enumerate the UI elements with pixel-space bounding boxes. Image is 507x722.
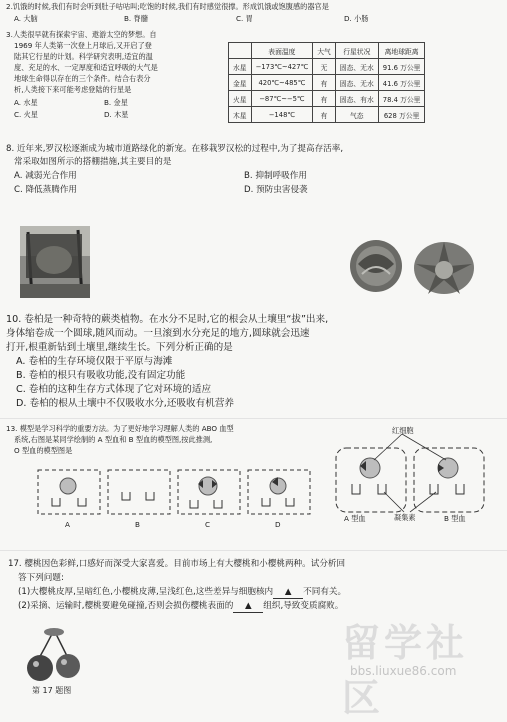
q3-stem-line: 地球生命得以存在的三个条件。结合右表分 (14, 74, 151, 83)
q17-sub2-text: (2)采摘、运输时,樱桃要避免碰撞,否则会损伤樱桃表面的 (18, 601, 234, 611)
q10-option-a: A. 卷柏的生存环境仅限于平原与海滩 (16, 356, 173, 367)
table-cell: 木星 (229, 107, 252, 123)
table-cell: 固态、无水 (335, 59, 378, 75)
choice-label-d: D (275, 520, 281, 529)
q17-stem-line: 答下列问题: (18, 573, 64, 583)
table-cell: 有 (313, 75, 336, 91)
table-header-cell: 表面温度 (251, 43, 313, 59)
choice-c-model (178, 470, 240, 514)
q17-sub1-tail: 不同有关。 (303, 587, 347, 597)
table-row (229, 107, 425, 123)
q8-option-b: B. 抑制呼吸作用 (244, 171, 307, 181)
open-plant-photo (412, 236, 476, 296)
q13-stem-line: 13. 模型是学习科学的重要方法。为了更好地学习理解人类的 ABO 血型 (6, 424, 234, 433)
q10-stem-line: 身体缩卷成一个圆球,随风而动。一旦滚到水分充足的地方,圆球就会迅速 (6, 328, 310, 339)
table-cell: 气态 (335, 107, 378, 123)
blood-model-diagram (0, 420, 507, 550)
q3-option-c: C. 火星 (14, 110, 38, 119)
q17-sub1 (18, 586, 346, 599)
q10-stem-line: 打开,根重新钻到土壤里,继续生长。下列分析正确的是 (6, 342, 233, 353)
choice-a-model (38, 470, 100, 514)
q17-stem-line: 17. 樱桃因色彩鲜,口感好而深受大家喜爱。目前市场上有大樱桃和小樱桃两种。试分析回 (8, 559, 346, 569)
table-header-cell: 行星状况 (335, 43, 378, 59)
table-cell: 78.4 万公里 (378, 91, 425, 107)
q17-sub1-text: (1)大樱桃皮厚,呈暗红色,小樱桃皮薄,呈浅红色,这些差异与细胞核内 (18, 587, 274, 597)
choice-label-c: C (205, 520, 211, 529)
watermark-logo: 留学社区 (342, 621, 469, 720)
divider (0, 418, 507, 419)
table-row (229, 91, 425, 107)
table-cell: 有 (313, 107, 336, 123)
curled-plant-photo (348, 238, 404, 294)
a-type-model (336, 448, 406, 512)
table-cell: −87℃~−5℃ (251, 91, 313, 107)
b-type-label: B 型血 (444, 514, 466, 523)
table-cell: 41.6 万公里 (378, 75, 425, 91)
q10-option-c: C. 卷柏的这种生存方式体现了它对环境的适应 (16, 384, 212, 395)
table-cell: 628 万公里 (378, 107, 425, 123)
table-header-cell (229, 43, 252, 59)
cherry-illustration (24, 626, 84, 684)
answer-blank-2: ▲ (233, 600, 263, 613)
table-cell: 金星 (229, 75, 252, 91)
q17-sub2-tail: 组织,导致变质腐败。 (263, 601, 344, 611)
q17-sub2 (18, 600, 343, 613)
table-cell: 水星 (229, 59, 252, 75)
q10-stem-line: 10. 卷柏是一种奇特的蕨类植物。在水分不足时,它的根会从土壤里“拔”出来, (6, 314, 329, 325)
rbc-label: 红细胞 (392, 426, 414, 435)
q8-option-d: D. 预防虫害侵袭 (244, 185, 308, 195)
q3-stem-line: 析,人类接下来可能考虑登陆的行星是 (14, 85, 132, 94)
q3-stem-line: 度、充足的水、一定厚度和适宜呼吸的大气是 (14, 63, 158, 72)
q3-stem-line: 3.人类很早就有探索宇宙、遨游太空的梦想。自 (6, 30, 157, 39)
table-cell: 420℃~485℃ (251, 75, 313, 91)
table-header-cell: 离地球距离 (378, 43, 425, 59)
planet-table (228, 42, 425, 123)
table-cell: −173℃~427℃ (251, 59, 313, 75)
watermark-url: bbs.liuxue86.com (350, 664, 457, 678)
table-cell: 火星 (229, 91, 252, 107)
agglutinogen-label: 凝集素 (394, 513, 416, 522)
table-row (229, 59, 425, 75)
divider (0, 550, 507, 551)
table-cell: 无 (313, 59, 336, 75)
choice-label-a: A (65, 520, 70, 529)
q3-option-b: B. 金星 (104, 98, 128, 107)
choice-b-model (108, 470, 170, 514)
table-cell: 有 (313, 91, 336, 107)
q2-option-d: D. 小肠 (344, 14, 369, 23)
q3-stem-line: 陆其它行星的计划。科学研究表明,适宜的温 (14, 52, 153, 61)
q8-stem-line: 常采取如图所示的搭棚措施,其主要目的是 (14, 157, 172, 167)
table-header-cell: 大气 (313, 43, 336, 59)
q13-stem-line: 系统,右图是某同学绘制的 A 型血和 B 型血的模型图,按此推测, (14, 435, 213, 444)
q13-stem-line: O 型血的模型图是 (14, 446, 73, 455)
a-type-label: A 型血 (344, 514, 366, 523)
choice-d-model (248, 470, 310, 514)
q8-option-a: A. 减弱光合作用 (14, 171, 77, 181)
table-cell: −148℃ (251, 107, 313, 123)
answer-blank-1: ▲ (273, 586, 303, 599)
shade-shed-photo (20, 226, 90, 298)
q2-option-b: B. 脊髓 (124, 14, 148, 23)
q10-option-b: B. 卷柏的根只有吸收功能,没有固定功能 (16, 370, 186, 381)
q2-stem: 2.饥饿的时候,我们有时会听到肚子咕咕叫;吃饱的时候,我们有时感觉很撑。形成饥饿或饱腹感的器官是 (6, 2, 329, 11)
q3-option-d: D. 木星 (104, 110, 129, 119)
figure-caption: 第 17 题图 (32, 686, 72, 695)
q8-option-c: C. 降低蒸腾作用 (14, 185, 78, 195)
q3-option-a: A. 水星 (14, 98, 38, 107)
q3-stem-line: 1969 年人类第一次登上月球后,又开启了登 (14, 41, 152, 50)
q2-option-c: C. 胃 (236, 14, 253, 23)
table-row (229, 75, 425, 91)
choice-label-b: B (135, 520, 140, 529)
table-header-row (229, 43, 425, 59)
q2-option-a: A. 大脑 (14, 14, 38, 23)
table-cell: 固态、有水 (335, 91, 378, 107)
b-type-model (414, 448, 484, 512)
table-cell: 91.6 万公里 (378, 59, 425, 75)
table-cell: 固态、无水 (335, 75, 378, 91)
q8-stem-line: 8. 近年来,罗汉松逐渐成为城市道路绿化的新宠。在移栽罗汉松的过程中,为了提高存活率, (6, 144, 344, 154)
q10-option-d: D. 卷柏的根从土壤中不仅吸收水分,还吸收有机营养 (16, 398, 235, 409)
